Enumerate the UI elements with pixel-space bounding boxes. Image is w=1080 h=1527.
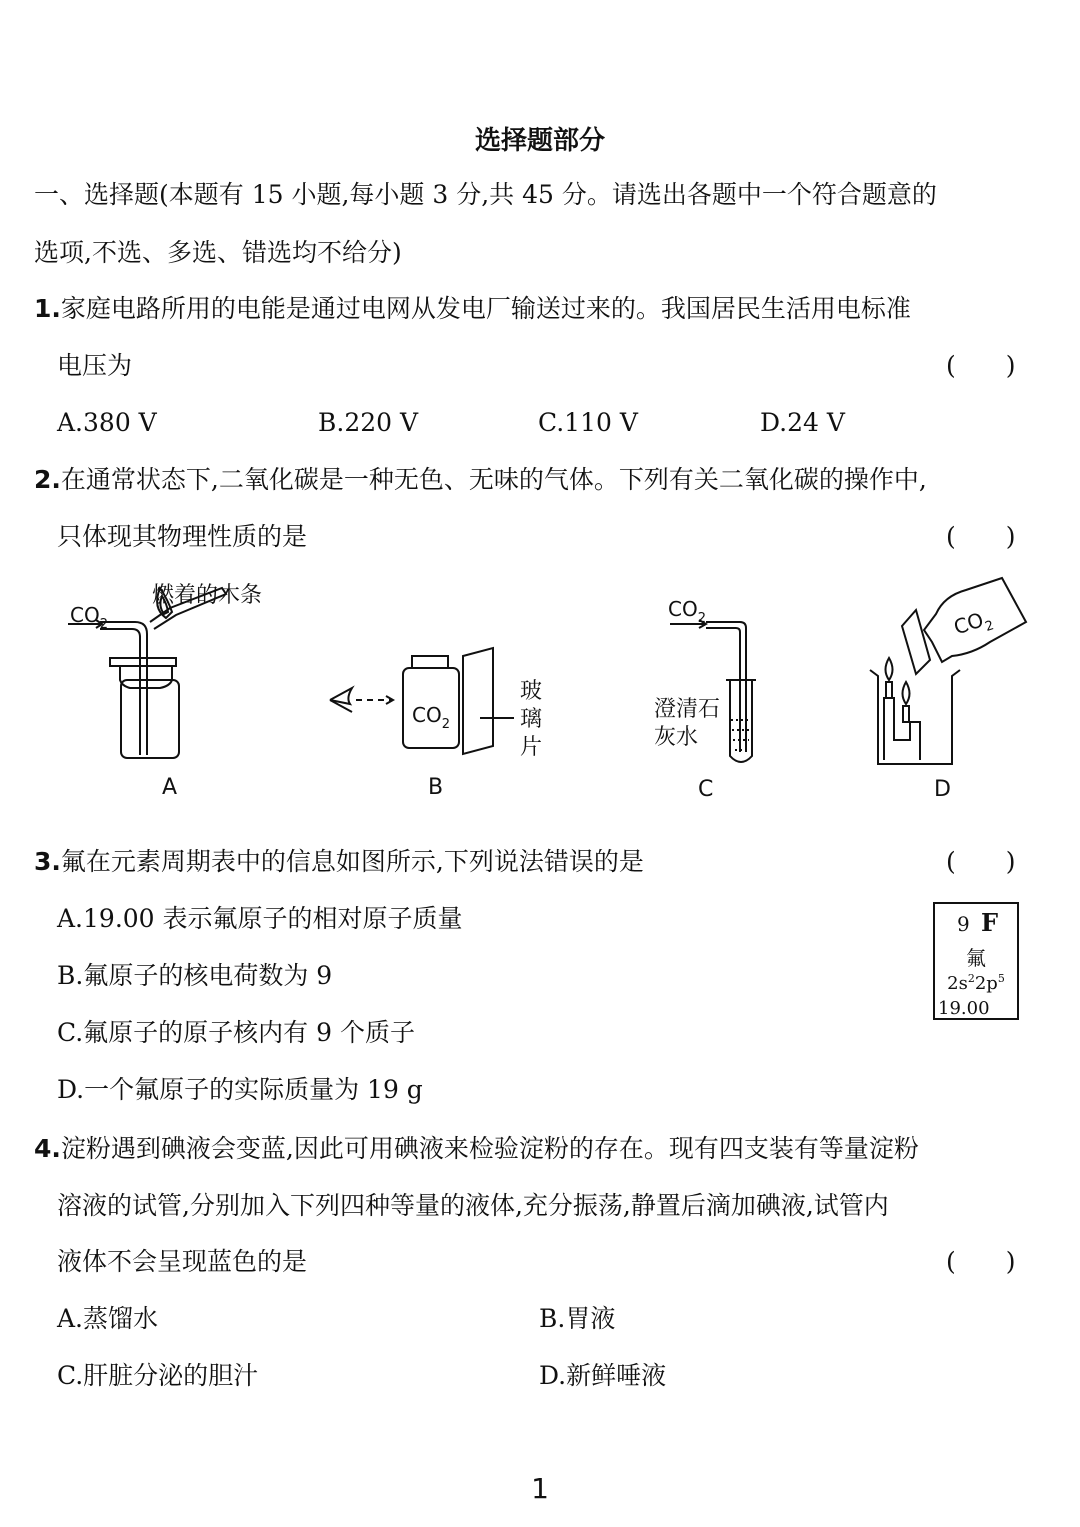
figure-b-glass-label-2: 璃 [520, 707, 543, 732]
element-electron-config: $2s^22p^5$ [947, 972, 1005, 994]
question-4-number: 4. [34, 1134, 61, 1163]
element-atomic-mass: 19.00 [938, 998, 990, 1019]
question-1-line1 [34, 296, 911, 321]
element-name: 氟 [966, 946, 986, 970]
figure-c-limewater-label-1: 澄清石 [654, 697, 721, 722]
part-heading-line2: 选项,不选、多选、错选均不给分) [34, 238, 402, 267]
question-3-option-d: D.一个氟原子的实际质量为 19 g [57, 1075, 423, 1104]
figure-c-co2-label: $CO_2$ [668, 597, 706, 626]
section-title: 选择题部分 [474, 126, 605, 156]
question-2-text: 在通常状态下,二氧化碳是一种无色、无味的气体。下列有关二氧化碳的操作中, [60, 465, 927, 494]
question-3-answer-bracket: ( ) [946, 847, 1016, 876]
question-4-option-b: B.胃液 [539, 1304, 616, 1333]
question-1-answer-bracket: ( ) [946, 351, 1016, 380]
question-2-line1 [34, 467, 927, 492]
page-number: 1 [531, 1472, 549, 1505]
question-2-number: 2. [34, 465, 61, 494]
question-3-text: 氟在元素周期表中的信息如图所示,下列说法错误的是 [60, 847, 644, 876]
figure-label-a: A [162, 775, 178, 800]
figure-b-co2-label: $CO_2$ [412, 703, 450, 732]
figure-label-b: B [428, 775, 444, 800]
question-4-line2: 溶液的试管,分别加入下列四种等量的液体,充分振荡,静置后滴加碘液,试管内 [57, 1191, 889, 1220]
figure-b-dashed-arrow [330, 688, 393, 712]
question-2-answer-bracket: ( ) [946, 522, 1016, 551]
question-3-option-a: A.19.00 表示氟原子的相对原子质量 [57, 904, 463, 933]
question-1-option-c: C.110 V [538, 408, 638, 437]
question-3-option-c: C.氟原子的原子核内有 9 个质子 [57, 1018, 415, 1047]
element-symbol: F [981, 908, 999, 937]
figure-b-glass-plate [463, 648, 514, 754]
figure-c-limewater-label-2: 灰水 [654, 725, 699, 750]
figure-b-glass-label-3: 片 [520, 735, 543, 760]
question-2-line2: 只体现其物理性质的是 [57, 522, 308, 551]
question-4-option-d: D.新鲜唾液 [539, 1361, 667, 1390]
question-4-option-c: C.肝脏分泌的胆汁 [57, 1361, 259, 1390]
question-3-option-b: B.氟原子的核电荷数为 9 [57, 961, 333, 990]
question-1-number: 1. [34, 294, 61, 323]
question-4-text: 淀粉遇到碘液会变蓝,因此可用碘液来检验淀粉的存在。现有四支装有等量淀粉 [60, 1134, 919, 1163]
question-3-number: 3. [34, 847, 61, 876]
part-heading-line1: 一、选择题(本题有 15 小题,每小题 3 分,共 45 分。请选出各题中一个符合题意的 [34, 180, 937, 209]
fluorine-element-card [933, 902, 1019, 1020]
question-1-text: 家庭电路所用的电能是通过电网从发电厂输送过来的。我国居民生活用电标准 [60, 294, 911, 323]
figure-b-bottle [403, 656, 459, 748]
question-1-line2: 电压为 [57, 351, 133, 380]
figure-a-co2-label: $CO_2$ [70, 603, 108, 632]
figure-label-d: D [934, 777, 951, 802]
figure-a-burning-stick-label: 燃着的木条 [152, 583, 263, 608]
question-4-answer-bracket: ( ) [946, 1247, 1016, 1276]
question-1-option-b: B.220 V [318, 408, 419, 437]
figure-d-co2-label: $CO_2$ [950, 607, 996, 640]
question-1-option-d: D.24 V [760, 408, 845, 437]
question-3-line1 [34, 849, 644, 874]
question-4-line1 [34, 1136, 919, 1161]
figure-b-glass-label-1: 玻 [520, 679, 543, 704]
figure-d-beaker [870, 670, 960, 764]
figure-label-c: C [698, 777, 714, 802]
question-4-line3: 液体不会呈现蓝色的是 [57, 1247, 308, 1276]
element-atomic-number: 9 [957, 912, 970, 936]
question-1-option-a: A.380 V [57, 408, 157, 437]
figure-d-glass-plate [902, 610, 930, 674]
question-4-option-a: A.蒸馏水 [57, 1304, 159, 1333]
